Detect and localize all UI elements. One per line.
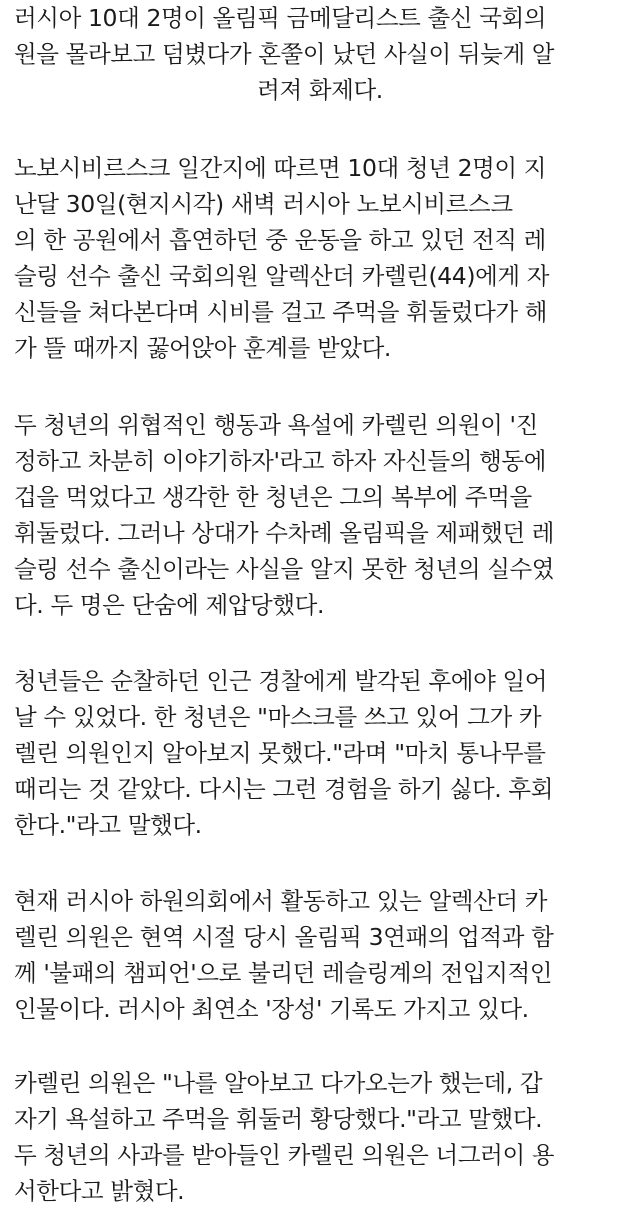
text-line: 날 수 있었다. 한 청년은 "마스크를 쓰고 있어 그가 카 (14, 703, 542, 731)
text-line: 러시아 10대 2명이 올림픽 금메달리스트 출신 국회의 (14, 4, 547, 32)
paragraph-confrontation (14, 407, 626, 623)
text-line: 려져 화제다. (257, 76, 383, 104)
text-line: 정하고 차분히 이야기하자'라고 하자 자신들의 행동에 (14, 447, 547, 475)
paragraph-intro (14, 0, 626, 108)
paragraph-incident (14, 150, 626, 366)
text-line: 두 청년의 사과를 받아들인 카렐린 의원은 너그러이 용 (14, 1141, 555, 1169)
text-line: 원을 몰라보고 덤볐다가 혼쭐이 났던 사실이 뒤늦게 알 (14, 40, 555, 68)
text-line: 다. 두 명은 단숨에 제압당했다. (14, 591, 325, 619)
text-line: 두 청년의 위협적인 행동과 욕설에 카렐린 의원이 '진 (14, 411, 538, 439)
text-line: 슬링 선수 출신이라는 사실을 알지 못한 청년의 실수였 (14, 555, 555, 583)
text-line: 휘둘렀다. 그러나 상대가 수차례 올림픽을 제패했던 레 (14, 519, 555, 547)
text-line: 의 한 공원에서 흡연하던 중 운동을 하고 있던 전직 레 (14, 226, 546, 254)
text-line: 난달 30일(현지시각) 새벽 러시아 노보시비르스크 (14, 190, 513, 218)
text-line: 한다."라고 말했다. (14, 811, 202, 839)
paragraph-statement (14, 1065, 626, 1209)
text-line: 현재 러시아 하원의회에서 활동하고 있는 알렉산더 카 (14, 887, 548, 915)
text-line: 카렐린 의원은 "나를 알아보고 다가오는가 했는데, 갑 (14, 1069, 543, 1097)
text-line: 겁을 먹었다고 생각한 한 청년은 그의 복부에 주먹을 (14, 483, 532, 511)
text-line: 가 뜰 때까지 꿇어앉아 훈계를 받았다. (14, 334, 391, 362)
paragraph-background (14, 883, 626, 1027)
text-line: 때리는 것 같았다. 다시는 그런 경험을 하기 싫다. 후회 (14, 775, 554, 803)
text-line: 청년들은 순찰하던 인근 경찰에게 발각된 후에야 일어 (14, 667, 548, 695)
paragraph-aftermath (14, 663, 626, 843)
text-line: 슬링 선수 출신 국회의원 알렉산더 카렐린(44)에게 자 (14, 262, 550, 290)
text-line: 렐린 의원인지 알아보지 못했다."라며 "마치 통나무를 (14, 739, 546, 767)
text-line: 인물이다. 러시아 최연소 '장성' 기록도 가지고 있다. (14, 995, 529, 1023)
text-line: 자기 욕설하고 주먹을 휘둘러 황당했다."라고 말했다. (14, 1105, 543, 1133)
text-line: 서한다고 밝혔다. (14, 1177, 185, 1205)
text-line: 렐린 의원은 현역 시절 당시 올림픽 3연패의 업적과 함 (14, 923, 554, 951)
text-line: 신들을 쳐다본다며 시비를 걸고 주먹을 휘둘렀다가 해 (14, 298, 548, 326)
text-line: 노보시비르스크 일간지에 따르면 10대 청년 2명이 지 (14, 154, 547, 182)
text-line: 께 '불패의 챔피언'으로 불리던 레슬링계의 전입지적인 (14, 959, 553, 987)
